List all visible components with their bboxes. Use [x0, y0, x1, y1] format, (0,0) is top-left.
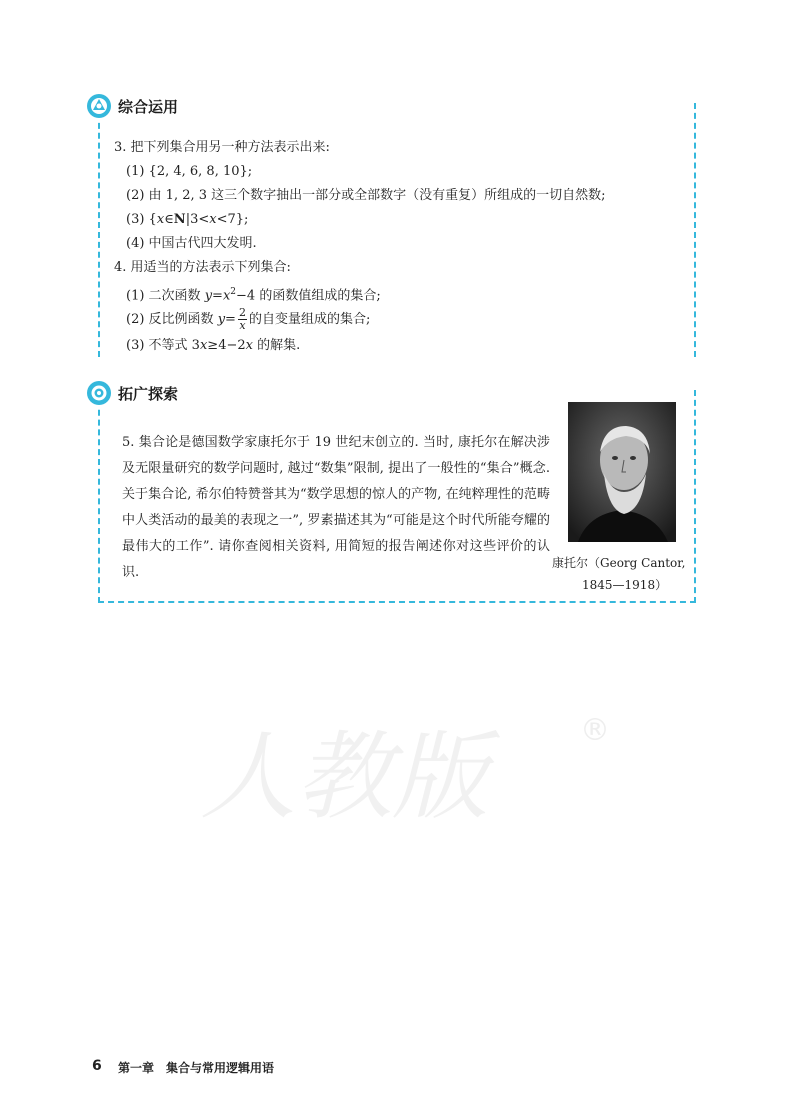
- section-title: 拓广探索: [118, 384, 179, 403]
- question-4-item-1: (1) 二次函数 $y=x^2-4$ 的函数值组成的集合;: [126, 287, 381, 304]
- cantor-portrait-image: [568, 402, 676, 542]
- portrait-caption-line-1: 康托尔（Georg Cantor,: [552, 556, 686, 570]
- section-extension: [98, 384, 696, 603]
- question-3-item-2: (2) 由 1, 2, 3 这三个数字抽出一部分或全部数字（没有重复）所组成的一切自然数;: [126, 188, 606, 203]
- section-badge-icon: [86, 380, 112, 406]
- watermark-registered-mark: ®: [580, 713, 610, 748]
- section-title: 综合运用: [118, 97, 179, 116]
- question-5-text: 5. 集合论是德国数学家康托尔于 19 世纪末创立的. 当时, 康托尔在解决涉及无限量研究的数学问题时, 越过“数集”限制, 提出了一般性的“集合”概念. 关于集合论, 希尔伯特赞誉其为“数学思想的惊人的产物, 在纯粹理性的范畴中人类活动的最美的表现之一”, 罗素描述其为“可能是这个时代所能夸耀的最伟大的工作”. 请你查阅相关资料, 用简短的报告阐述你对这些评价的认识.: [122, 435, 550, 580]
- section-header: [86, 380, 184, 406]
- watermark-text: 人教版: [200, 721, 488, 833]
- question-3-stem: 3. 把下列集合用另一种方法表示出来:: [114, 140, 330, 155]
- publisher-watermark: [180, 700, 620, 840]
- question-4-stem: 4. 用适当的方法表示下列集合:: [114, 260, 291, 275]
- section-badge-icon: [86, 93, 112, 119]
- portrait-caption-line-2: 1845—1918）: [582, 578, 668, 592]
- question-3-item-3: (3) {x∈N|3<x<7};: [126, 212, 249, 227]
- page-number: 6: [92, 1058, 102, 1074]
- chapter-title: 第一章 集合与常用逻辑用语: [118, 1061, 275, 1075]
- section-comprehensive: [98, 97, 696, 357]
- question-4-item-2: (2) 反比例函数 y= $\frac{2}{x}$ 的自变量组成的集合;: [126, 306, 371, 332]
- question-3-item-1: (1) {2, 4, 6, 8, 10};: [126, 164, 253, 179]
- question-4-item-3: (3) 不等式 3x≥4−2x 的解集.: [126, 338, 301, 353]
- question-3-item-4: (4) 中国古代四大发明.: [126, 236, 257, 251]
- fraction-2-over-x: $\frac{2}{x}$: [238, 306, 246, 332]
- section-header: [86, 93, 184, 119]
